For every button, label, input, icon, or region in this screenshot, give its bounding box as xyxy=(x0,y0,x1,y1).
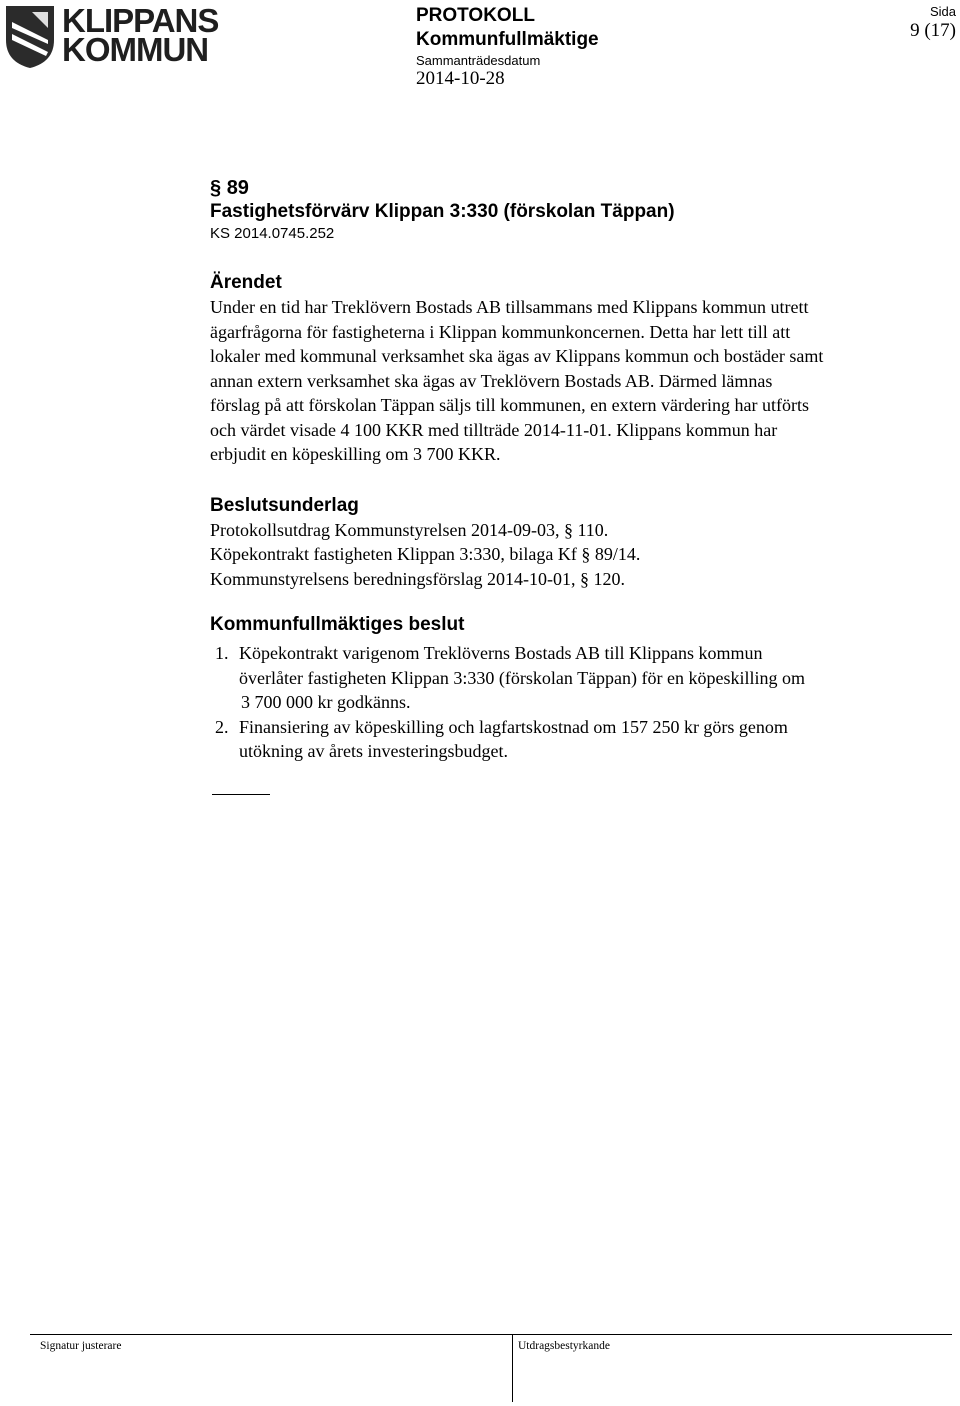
section-sign: § xyxy=(210,177,222,199)
beslutsunderlag-line: Protokollsutdrag Kommunstyrelsen 2014-09-03, § 110. xyxy=(210,519,609,540)
arendet-line: erbjudit en köpeskilling om 3 700 KKR. xyxy=(210,444,501,464)
coat-of-arms-icon xyxy=(4,4,60,70)
item-title: Fastighetsförvärv Klippan 3:330 (förskolan Täppan) xyxy=(210,201,675,222)
meeting-date-label: Sammanträdesdatum xyxy=(416,53,541,68)
footer-divider xyxy=(512,1334,513,1402)
decision-list xyxy=(210,641,940,764)
decision-line: utökning av årets investeringsbudget. xyxy=(239,741,508,761)
end-of-item-rule xyxy=(212,794,270,795)
decision-item xyxy=(210,641,940,715)
decision-line: Köpekontrakt varigenom Treklöverns Bostads AB till Klippans kommun xyxy=(239,643,763,663)
decision-line: Finansiering av köpeskilling och lagfartskostnad om 157 250 kr görs genom xyxy=(239,716,788,737)
decision-number: 2. xyxy=(215,716,229,737)
council-name: Kommunfullmäktige xyxy=(416,29,599,50)
beslutsunderlag-line: Kommunstyrelsens beredningsförslag 2014-10-01, § 120. xyxy=(210,568,625,589)
decision-number: 1. xyxy=(215,643,229,663)
item-number xyxy=(210,176,940,200)
decision-line: 3 700 000 kr godkänns. xyxy=(241,692,411,712)
decision-line: överlåter fastigheten Klippan 3:330 (förskolan Täppan) för en köpeskilling om xyxy=(239,667,806,688)
certification-label: Utdragsbestyrkande xyxy=(518,1340,610,1352)
decision-item xyxy=(210,715,940,764)
municipality-logo xyxy=(4,4,219,70)
beslutsunderlag-line: Köpekontrakt fastigheten Klippan 3:330, bilaga Kf § 89/14. xyxy=(210,544,641,564)
page-label: Sida xyxy=(929,4,956,19)
document-type: PROTOKOLL xyxy=(416,5,535,26)
arendet-line: ägarfrågorna för fastigheterna i Klippan kommunkoncernen. Detta har lett till att xyxy=(210,321,791,342)
kf-beslut-heading: Kommunfullmäktiges beslut xyxy=(210,614,465,635)
meeting-date: 2014-10-28 xyxy=(416,68,505,89)
arendet-line: förslag på att förskolan Täppan säljs till kommunen, en extern värdering har utförts xyxy=(210,395,810,415)
arendet-heading: Ärendet xyxy=(210,272,282,293)
section-kf-beslut xyxy=(210,613,940,764)
signature-label: Signatur justerare xyxy=(40,1340,122,1352)
arendet-line: och värdet visade 4 100 KKR med tillträde 2014-11-01. Klippans kommun har xyxy=(210,419,778,440)
section-arendet xyxy=(210,271,940,467)
footer-rule xyxy=(30,1334,952,1335)
arendet-line: lokaler med kommunal verksamhet ska ägas av Klippans kommun och bostäder samt xyxy=(210,346,824,366)
arendet-line: Under en tid har Treklövern Bostads AB tillsammans med Klippans kommun utrett xyxy=(210,297,809,317)
logo-text-line1: KLIPPANS xyxy=(62,2,219,39)
signature-footer xyxy=(30,1334,952,1402)
logo-text-line2: KOMMUN xyxy=(62,31,209,68)
arendet-line: annan extern verksamhet ska ägas av Treklövern Bostads AB. Därmed lämnas xyxy=(210,370,773,391)
item-number-value: 89 xyxy=(226,177,249,199)
page-number: 9 (17) xyxy=(910,20,956,41)
section-beslutsunderlag xyxy=(210,494,940,592)
case-number: KS 2014.0745.252 xyxy=(210,225,335,242)
protocol-item xyxy=(210,176,940,795)
beslutsunderlag-heading: Beslutsunderlag xyxy=(210,494,359,516)
